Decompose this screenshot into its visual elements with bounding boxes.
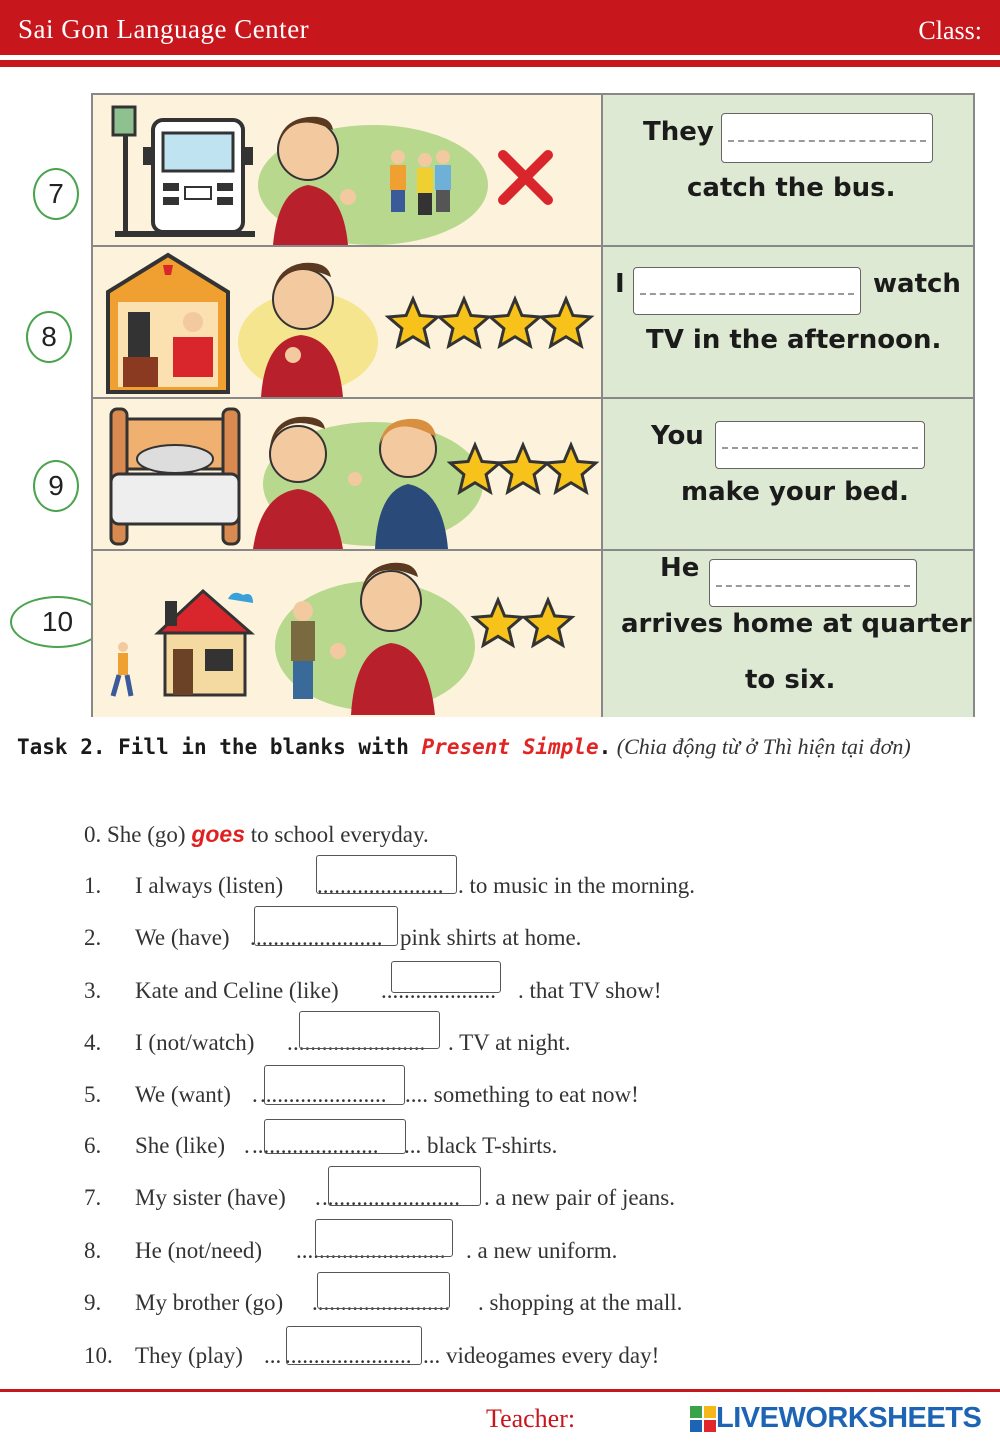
- item-6-input[interactable]: [264, 1119, 406, 1154]
- example-answer: goes: [191, 821, 246, 847]
- bus-icon: [143, 120, 253, 232]
- liveworksheets-grid-icon: [690, 1406, 716, 1432]
- item-4-prompt: I (not/watch): [135, 1030, 255, 1055]
- house-icon: [158, 591, 253, 695]
- sentence-10: [603, 551, 973, 717]
- row-number-9: 9: [33, 460, 79, 512]
- item-7-input[interactable]: [328, 1166, 481, 1206]
- item-2-input[interactable]: [254, 906, 398, 946]
- teacher-label: Teacher:: [486, 1404, 576, 1433]
- item-9-prompt: My brother (go): [135, 1290, 284, 1315]
- item-1-input[interactable]: [316, 855, 457, 894]
- item-2-rest: pink shirts at home.: [400, 925, 582, 950]
- answer-box-9[interactable]: [715, 421, 925, 469]
- item-4-dots-before: .: [287, 1030, 293, 1055]
- item-10-rest: ... videogames every day!: [423, 1343, 660, 1368]
- man-icon: [291, 601, 315, 699]
- example-sentence: [84, 821, 429, 848]
- walking-person-icon: [113, 642, 131, 696]
- item-1-number: 1.: [84, 873, 102, 898]
- item-9-rest: . shopping at the mall.: [478, 1290, 683, 1315]
- sentence-10-line2: arrives home at quarter: [621, 609, 972, 639]
- task2-title-highlight: Present Simple: [421, 735, 599, 759]
- house-tv-icon: [108, 255, 228, 392]
- task1-row-7: [93, 95, 973, 247]
- item-8-input[interactable]: [315, 1219, 453, 1257]
- star-icon: [439, 299, 488, 346]
- star-icon: [524, 600, 572, 645]
- item-9-dots: ........................: [312, 1290, 450, 1315]
- item-7-dots-before: .: [315, 1185, 321, 1210]
- footer-divider: [0, 1389, 1000, 1392]
- picture-bed-3-stars: [93, 399, 603, 549]
- item-3-number: 3.: [84, 978, 102, 1003]
- item-2-dots: ......................: [256, 925, 383, 950]
- star-icon: [490, 299, 539, 346]
- picture-tv-4-stars: [93, 247, 603, 397]
- item-7-prompt: My sister (have): [135, 1185, 286, 1210]
- item-8-dots: ..........................: [296, 1238, 446, 1263]
- sentence-8-watch: watch: [873, 269, 961, 299]
- task1-row-9: [93, 399, 973, 551]
- item-3-prompt: Kate and Celine (like): [135, 978, 339, 1003]
- item-8-number: 8.: [84, 1238, 102, 1263]
- item-10-number: 10.: [84, 1343, 113, 1368]
- item-9-number: 9.: [84, 1290, 102, 1315]
- header-bar: [0, 0, 1000, 55]
- task1-grid: [91, 93, 975, 717]
- task1-row-8: [93, 247, 973, 399]
- sentence-10-line3: to six.: [745, 665, 836, 695]
- item-9-input[interactable]: [317, 1272, 450, 1309]
- task2-title: [17, 734, 911, 760]
- picture-home-2-stars: [93, 551, 603, 717]
- item-10-dots: ......................: [285, 1343, 412, 1368]
- item-6-rest: ... black T-shirts.: [404, 1133, 558, 1158]
- item-7-dots: ........................: [322, 1185, 460, 1210]
- item-6-dots: ......................: [252, 1133, 379, 1158]
- picture-bus-cross: [93, 95, 603, 245]
- item-4-rest: . TV at night.: [448, 1030, 571, 1055]
- liveworksheets-brand: LIVEWORKSHEETS: [716, 1402, 982, 1434]
- sentence-9: [603, 399, 973, 549]
- item-7-rest: . a new pair of jeans.: [484, 1185, 675, 1210]
- item-2-dots-before: .: [250, 925, 256, 950]
- sentence-9-line2: make your bed.: [681, 477, 909, 507]
- star-icon: [474, 600, 522, 645]
- task1-row-10: [93, 551, 973, 717]
- answer-box-8[interactable]: [633, 267, 861, 315]
- sentence-7-line1: They: [643, 117, 714, 147]
- item-1-dots: ......................: [317, 873, 444, 898]
- item-4-number: 4.: [84, 1030, 102, 1055]
- group-of-people-icon: [390, 150, 451, 215]
- sentence-8-line2: TV in the afternoon.: [646, 325, 942, 355]
- answer-box-10[interactable]: [709, 559, 917, 607]
- item-6-prompt: She (like): [135, 1133, 226, 1158]
- item-6-dots-before: .: [244, 1133, 250, 1158]
- class-label: Class:: [918, 16, 982, 45]
- star-icon: [498, 445, 547, 492]
- item-3-dots: ....................: [381, 978, 496, 1003]
- item-5-input[interactable]: [264, 1065, 405, 1105]
- item-5-dots-before: .: [252, 1082, 258, 1107]
- liveworksheets-logo[interactable]: [690, 1402, 981, 1435]
- sentence-9-line1: You: [651, 421, 704, 451]
- item-8-prompt: He (not/need): [135, 1238, 263, 1263]
- item-3-rest: . that TV show!: [518, 978, 662, 1003]
- example-after: to school everyday.: [245, 822, 429, 847]
- star-icon: [388, 299, 437, 346]
- item-2-prompt: We (have): [135, 925, 230, 950]
- item-5-number: 5.: [84, 1082, 102, 1107]
- task2-note: (Chia động từ ở Thì hiện tại đơn): [611, 734, 911, 759]
- item-4-input[interactable]: [299, 1011, 440, 1049]
- item-1-prompt: I always (listen): [135, 873, 284, 898]
- row-number-10: 10: [10, 596, 105, 648]
- task2-title-end: .: [598, 735, 612, 759]
- row-number-8: 8: [26, 311, 72, 363]
- star-icon: [541, 299, 590, 346]
- answer-box-7[interactable]: [721, 113, 933, 163]
- item-10-dots-before: ...: [264, 1343, 282, 1368]
- item-10-prompt: They (play): [135, 1343, 243, 1368]
- sentence-8-line1: I: [615, 269, 625, 299]
- star-icon: [546, 445, 595, 492]
- sentence-7: [603, 95, 973, 245]
- item-3-input[interactable]: [391, 961, 501, 993]
- item-7-number: 7.: [84, 1185, 102, 1210]
- item-4-dots: .......................: [293, 1030, 426, 1055]
- item-5-dots: ......................: [260, 1082, 387, 1107]
- bed-icon: [111, 409, 239, 544]
- sentence-8: [603, 247, 973, 397]
- cross-icon: [503, 155, 548, 200]
- item-10-input[interactable]: [286, 1326, 422, 1365]
- item-5-rest: .... something to eat now!: [405, 1082, 639, 1107]
- header-divider: [0, 60, 1000, 67]
- item-2-number: 2.: [84, 925, 102, 950]
- row-number-7: 7: [33, 168, 79, 220]
- task2-title-text: Task 2. Fill in the blanks with: [17, 735, 422, 759]
- item-5-prompt: We (want): [135, 1082, 231, 1107]
- center-name: Sai Gon Language Center: [18, 14, 310, 44]
- example-before: 0. She (go): [84, 822, 192, 847]
- item-1-rest: . to music in the morning.: [458, 873, 696, 898]
- item-6-number: 6.: [84, 1133, 102, 1158]
- item-8-rest: . a new uniform.: [466, 1238, 618, 1263]
- sentence-7-line2: catch the bus.: [687, 173, 896, 203]
- sentence-10-line1: He: [660, 553, 700, 583]
